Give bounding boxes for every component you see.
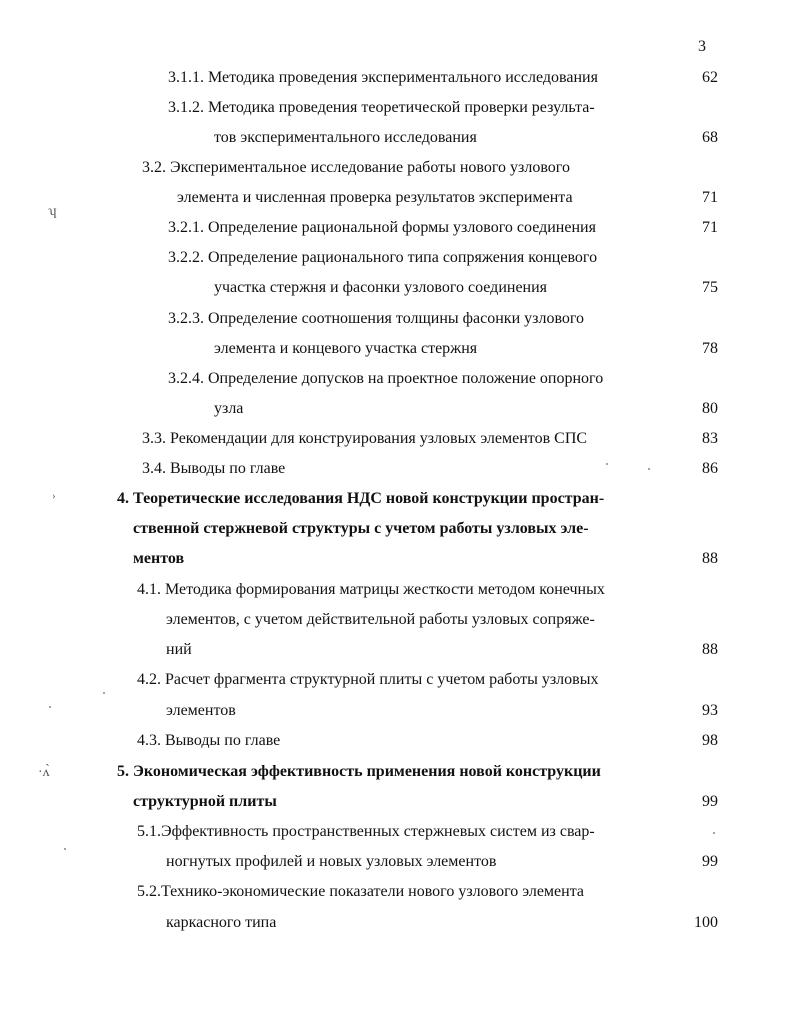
scan-mark: ʮ xyxy=(48,204,57,219)
toc-entry-4-1-title-line3: ний xyxy=(166,641,192,658)
toc-entry-3-1-2-title-line2: тов экспериментального исследования xyxy=(214,129,477,146)
toc-entry-3-2-page: 71 xyxy=(702,189,718,206)
toc-chapter-4-page: 88 xyxy=(702,550,718,567)
toc-entry-4-1-title-line2: элементов, с учетом действительной работы узловых сопряже- xyxy=(166,611,595,628)
toc-chapter-5-title-line1: 5. Экономическая эффективность применения новой конструкции xyxy=(117,763,601,780)
scan-dot xyxy=(49,706,51,708)
toc-entry-3-2-2-page: 75 xyxy=(702,279,718,296)
toc-entry-3-2-1-page: 71 xyxy=(702,219,718,236)
toc-entry-5-2-title-line1: 5.2.Технико-экономические показатели нового узлового элемента xyxy=(137,883,584,900)
toc-entry-3-2-1-title: 3.2.1. Определение рациональной формы узлового соединения xyxy=(168,219,596,236)
toc-chapter-5-title-line2: структурной плиты xyxy=(133,793,277,810)
toc-entry-3-2-3-page: 78 xyxy=(702,340,718,357)
toc-entry-3-4-title: 3.4. Выводы по главе xyxy=(142,460,286,477)
toc-entry-5-1-page: 99 xyxy=(702,853,718,870)
scan-dot xyxy=(648,468,650,470)
toc-chapter-5-page: 99 xyxy=(702,793,718,810)
scan-dot xyxy=(606,463,608,465)
toc-entry-5-1-title-line2: ногнутых профилей и новых узловых элементов xyxy=(166,853,497,870)
toc-entry-4-2-title-line1: 4.2. Расчет фрагмента структурной плиты с учетом работы узловых xyxy=(137,671,599,688)
toc-entry-3-2-title-line1: 3.2. Экспериментальное исследование работы нового узлового xyxy=(142,159,570,176)
toc-entry-4-2-title-line2: элементов xyxy=(166,702,236,719)
toc-entry-3-2-3-title-line1: 3.2.3. Определение соотношения толщины фасонки узлового xyxy=(168,310,585,327)
toc-entry-5-1-title-line1: 5.1.Эффективность пространственных стержневых систем из свар- xyxy=(137,823,595,840)
toc-entry-3-1-2-title-line1: 3.1.2. Методика проведения теоретической проверки результа- xyxy=(168,99,595,116)
toc-entry-3-1-1-title: 3.1.1. Методика проведения экспериментального исследования xyxy=(168,69,598,86)
toc-entry-3-2-2-title-line2: участка стержня и фасонки узлового соединения xyxy=(214,279,548,296)
scan-dot xyxy=(103,692,105,694)
toc-chapter-4-title-line2: ственной стержневой структуры с учетом работы узловых эле- xyxy=(133,520,589,537)
toc-entry-3-2-title-line2: элемента и численная проверка результатов эксперимента xyxy=(177,189,573,206)
toc-entry-4-3-title: 4.3. Выводы по главе xyxy=(137,732,281,749)
toc-chapter-4-title-line1: 4. Теоретические исследования НДС новой конструкции простран- xyxy=(117,490,605,507)
toc-entry-3-2-3-title-line2: элемента и концевого участка стержня xyxy=(214,340,478,357)
scan-dot xyxy=(64,848,66,850)
toc-entry-3-2-2-title-line1: 3.2.2. Определение рационального типа сопряжения концевого xyxy=(168,249,598,266)
toc-entry-4-1-title-line1: 4.1. Методика формирования матрицы жесткости методом конечных xyxy=(137,581,605,598)
toc-entry-4-1-page: 88 xyxy=(702,641,718,658)
toc-entry-3-2-4-page: 80 xyxy=(702,400,718,417)
toc-entry-3-1-1-page: 62 xyxy=(702,69,718,86)
page-number: 3 xyxy=(698,38,706,55)
toc-entry-3-4-page: 86 xyxy=(702,460,718,477)
scan-mark: ·ʌ̀ xyxy=(38,765,50,780)
toc-entry-3-1-2-page: 68 xyxy=(702,129,718,146)
toc-entry-3-2-4-title-line1: 3.2.4. Определение допусков на проектное положение опорного xyxy=(168,370,604,387)
toc-entry-4-2-page: 93 xyxy=(702,702,718,719)
toc-entry-3-2-4-title-line2: узла xyxy=(214,400,244,417)
toc-entry-5-2-title-line2: каркасного типа xyxy=(166,914,277,931)
scan-mark: › xyxy=(52,490,56,502)
scan-dot xyxy=(713,832,715,834)
toc-entry-4-3-page: 98 xyxy=(702,732,718,749)
toc-entry-3-3-page: 83 xyxy=(702,430,718,447)
toc-entry-5-2-page: 100 xyxy=(694,914,718,931)
toc-chapter-4-title-line3: ментов xyxy=(133,550,185,567)
toc-entry-3-3-title: 3.3. Рекомендации для конструирования узловых элементов СПС xyxy=(142,430,588,447)
